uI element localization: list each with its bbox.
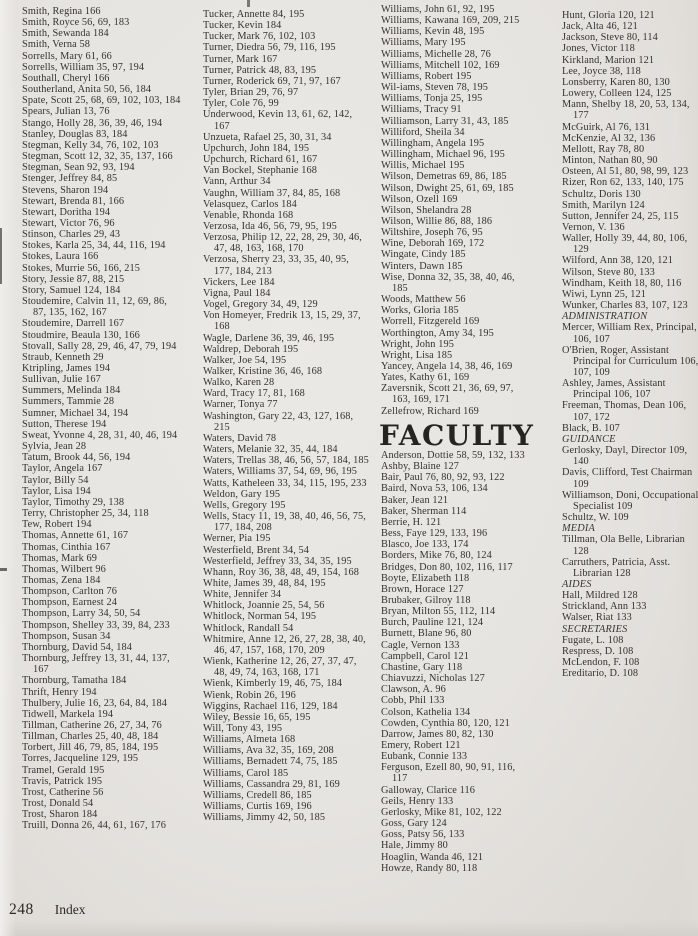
index-entry: McKenzie, Al 32, 136: [562, 132, 656, 144]
index-entry: Velasquez, Carlos 184: [203, 198, 297, 210]
index-entry: Ktripling, James 194: [22, 363, 111, 374]
index-entry: Mann, Shelby 18, 20, 53, 134, 177: [562, 99, 690, 122]
index-entry: Carruthers, Patricia, Asst. Librarian 128: [562, 556, 671, 579]
index-entry: McGuirk, Al 76, 131: [562, 121, 650, 133]
index-entry: Wiley, Bessie 16, 65, 195: [203, 711, 311, 723]
index-entry: White, Jennifer 34: [203, 589, 282, 601]
index-entry: Upchurch, Richard 61, 167: [203, 154, 318, 166]
category-subheading: SECRETARIES: [562, 623, 628, 635]
index-entry: Thomas, Zena 184: [22, 574, 101, 586]
index-entry: Windham, Keith 18, 80, 116: [562, 277, 682, 289]
index-entry: Burch, Pauline 121, 124: [381, 617, 484, 629]
index-entry: Smith, Verna 58: [22, 39, 90, 51]
index-entry: Wilson, Dwight 25, 61, 69, 185: [381, 182, 514, 194]
index-entry: Baker, Sherman 114: [381, 505, 467, 517]
index-entry: Wells, Gregory 195: [203, 499, 286, 511]
index-entry: Campbell, Carol 121: [381, 650, 469, 662]
index-entry: Bridges, Don 80, 102, 116, 117: [381, 561, 513, 573]
index-entry: Vogel, Gregory 34, 49, 129: [203, 299, 318, 311]
index-entry: Tucker, Mark 76, 102, 103: [203, 31, 316, 43]
index-entry: Cowden, Cynthia 80, 120, 121: [381, 717, 510, 729]
index-entry: Williams, Carol 185: [203, 767, 289, 779]
index-entry: Gerlosky, Mike 81, 102, 122: [381, 806, 502, 818]
index-entry: Smith, Sewanda 184: [22, 28, 109, 40]
index-entry: Venable, Rhonda 168: [203, 209, 294, 221]
index-entry: Thulbery, Julie 16, 23, 64, 84, 184: [22, 697, 167, 709]
index-entry: Cobb, Phil 133: [381, 695, 445, 707]
index-entry: Mercer, William Rex, Principal, 106, 107: [562, 322, 697, 345]
index-entry: Worthington, Amy 34, 195: [381, 327, 494, 339]
index-entry: Unzueta, Rafael 25, 30, 31, 34: [203, 131, 332, 143]
index-entry: Wiltshire, Joseph 76, 95: [381, 227, 483, 239]
index-entry: Torbert, Jill 46, 79, 85, 184, 195: [22, 742, 159, 754]
index-entry: Trost, Catherine 56: [22, 786, 104, 798]
index-entry: Williams, Jimmy 42, 50, 185: [203, 812, 326, 824]
index-entry: Summers, Melinda 184: [22, 385, 121, 397]
index-entry: Washington, Gary 22, 43, 127, 168, 215: [203, 410, 354, 433]
index-entry: Wine, Deborah 169, 172: [381, 238, 485, 250]
index-entry: Wienk, Kimberly 19, 46, 75, 184: [203, 678, 343, 690]
index-column-3: [381, 4, 533, 874]
index-entry: Williams, Credell 86, 185: [203, 789, 312, 801]
index-entry: Worrell, Fitzgereld 169: [381, 316, 480, 328]
index-entry: Williams, Robert 195: [381, 70, 472, 82]
index-entry: Clawson, A. 96: [381, 684, 446, 696]
index-entry: Lowery, Colleen 124, 125: [562, 88, 672, 100]
index-entry: Williams, Mary 195: [381, 37, 466, 49]
index-entry: Williams, Tonja 25, 195: [381, 93, 483, 105]
index-entry: Wright, Lisa 185: [381, 349, 453, 361]
index-entry: Wilson, Steve 80, 133: [562, 266, 655, 278]
index-entry: Chiavuzzi, Nicholas 127: [381, 673, 485, 685]
index-entry: Sorrells, William 35, 97, 194: [22, 61, 145, 73]
index-entry: Whitlock, Randall 54: [203, 622, 294, 634]
index-entry: Wells, Stacy 11, 19, 38, 40, 46, 56, 75, 177, 184, 208: [203, 511, 366, 534]
index-entry: Thrift, Henry 194: [22, 686, 97, 698]
index-entry: Sutton, Jennifer 24, 25, 115: [562, 210, 679, 222]
index-entry: Minton, Nathan 80, 90: [562, 155, 658, 167]
index-entry: Fugate, L. 108: [562, 634, 624, 646]
index-entry: Williams, Kawana 169, 209, 215: [381, 15, 520, 27]
index-entry: Ferguson, Ezell 80, 90, 91, 116, 117: [381, 762, 516, 785]
scan-artifact-dash: [0, 568, 7, 571]
index-entry: Geils, Henry 133: [381, 795, 454, 807]
index-entry: Thompson, Susan 34: [22, 630, 111, 642]
index-entry: O'Brien, Roger, Assistant Principal for Curriculum 106, 107, 109: [562, 344, 698, 378]
index-column-1: [22, 6, 182, 832]
index-entry: Torres, Jacqueline 129, 195: [22, 753, 139, 765]
index-entry: Williams, Curtis 169, 196: [203, 801, 312, 813]
index-entry: Hunt, Gloria 120, 121: [562, 10, 655, 21]
index-entry: Waldrep, Deborah 195: [203, 343, 299, 355]
index-entry: McLendon, F. 108: [562, 657, 640, 669]
index-entry: Wilson, Demetras 69, 86, 185: [381, 171, 507, 183]
footer-label: Index: [54, 902, 86, 917]
index-entry: Zellefrow, Richard 169: [381, 405, 479, 417]
index-entry: Gerlosky, Dayl, Director 109, 140: [562, 445, 688, 468]
index-entry: Will, Tony 43, 195: [203, 723, 283, 734]
index-entry: Eubank, Connie 133: [381, 751, 468, 763]
index-entry: Trost, Donald 54: [22, 798, 94, 810]
index-entry: Stovall, Sally 28, 29, 46, 47, 79, 194: [22, 340, 177, 352]
index-entry: Sutton, Therese 194: [22, 418, 107, 430]
index-entry: Weldon, Gary 195: [203, 488, 281, 500]
index-entry: Smith, Regina 166: [22, 6, 101, 17]
index-entry: Tillman, Ola Belle, Librarian 128: [562, 534, 685, 557]
index-entry: Wilford, Ann 38, 120, 121: [562, 255, 674, 267]
index-entry: Thomas, Wilbert 96: [22, 563, 106, 575]
index-entry: Hall, Mildred 128: [562, 590, 638, 602]
index-entry: Brubaker, Gilroy 118: [381, 594, 471, 606]
index-entry: Williams, Mitchell 102, 169: [381, 59, 500, 71]
index-entry: Yancey, Angela 14, 38, 46, 169: [381, 361, 513, 372]
index-entry: Thompson, Shelley 33, 39, 84, 233: [22, 619, 170, 631]
index-entry: Waters, David 78: [203, 432, 277, 444]
index-entry: Straub, Kenneth 29: [22, 351, 104, 363]
index-entry: Williams, Almeta 168: [203, 734, 296, 746]
index-entry: Southall, Cheryl 166: [22, 72, 110, 84]
index-entry: Hale, Jimmy 80: [381, 840, 448, 852]
index-entry: Sorrells, Mary 61, 66: [22, 50, 112, 62]
index-entry: Stoudemire, Calvin 11, 12, 69, 86, 87, 135, 162, 167: [22, 296, 167, 319]
index-entry: Vigna, Paul 184: [203, 287, 271, 299]
index-entry: Thomas, Mark 69: [22, 552, 97, 564]
index-entry: Waters, Melanie 32, 35, 44, 184: [203, 444, 338, 456]
index-entry: Spate, Scott 25, 68, 69, 102, 103, 184: [22, 95, 181, 107]
index-entry: Galloway, Clarice 116: [381, 784, 475, 796]
index-entry: Brown, Horace 127: [381, 583, 464, 595]
category-subheading: ADMINISTRATION: [562, 311, 648, 323]
index-entry: Verzosa, Philip 12, 22, 28, 29, 30, 46, 47, 48, 163, 168, 170: [203, 232, 362, 255]
index-entry: Williams, Michelle 28, 76: [381, 48, 491, 60]
index-entry: Westerfield, Brent 34, 54: [203, 544, 310, 556]
index-entry: Winters, Dawn 185: [381, 260, 463, 272]
index-entry: Westerfield, Jeffrey 33, 34, 35, 195: [203, 555, 352, 567]
index-entry: Turner, Mark 167: [203, 53, 278, 65]
index-entry: Stewart, Victor 76, 96: [22, 217, 115, 229]
index-entry: Vaughn, William 37, 84, 85, 168: [203, 187, 341, 199]
index-entry: Stinson, Charles 29, 43: [22, 229, 121, 241]
index-entry: Bair, Paul 76, 80, 92, 93, 122: [381, 472, 505, 484]
index-entry: Works, Gloria 185: [381, 305, 459, 317]
index-entry: Stoudemire, Darrell 167: [22, 318, 125, 330]
index-entry: Stoudmire, Beaula 130, 166: [22, 329, 140, 341]
index-entry: Davis, Clifford, Test Chairman 109: [562, 467, 693, 490]
index-entry: Goss, Gary 124: [381, 818, 447, 830]
index-entry: Underwood, Kevin 13, 61, 62, 142, 167: [203, 109, 353, 132]
index-entry: Chastine, Gary 118: [381, 661, 463, 673]
index-entry: Travis, Patrick 195: [22, 775, 103, 787]
index-entry: Stegman, Kelly 34, 76, 102, 103: [22, 139, 159, 151]
index-entry: Thornburg, Tamatha 184: [22, 675, 127, 687]
index-entry: Williamson, Larry 31, 43, 185: [381, 115, 509, 127]
index-entry: Spears, Julian 13, 76: [22, 106, 110, 118]
category-subheading: GUIDANCE: [562, 433, 616, 445]
index-entry: Jack, Alta 46, 121: [562, 21, 638, 33]
index-entry: Sullivan, Julie 167: [22, 374, 101, 386]
index-entry: Rizer, Ron 62, 133, 140, 175: [562, 177, 684, 189]
index-entry: Baird, Nova 53, 106, 134: [381, 483, 488, 495]
index-entry: Werner, Pia 195: [203, 533, 271, 545]
index-entry: Stevens, Sharon 194: [22, 184, 109, 196]
index-entry: Wunker, Charles 83, 107, 123: [562, 300, 688, 312]
index-entry: Lonsberry, Karen 80, 130: [562, 76, 670, 88]
category-subheading: MEDIA: [562, 523, 596, 535]
index-entry: Terry, Christopher 25, 34, 118: [22, 508, 149, 520]
index-entry: Vernon, V. 136: [562, 221, 625, 233]
index-entry: Thompson, Carlton 76: [22, 586, 117, 598]
index-entry: Wright, John 195: [381, 338, 454, 350]
index-entry: Truill, Donna 26, 44, 61, 167, 176: [22, 820, 167, 832]
index-entry: Hoaglin, Wanda 46, 121: [381, 851, 484, 863]
index-entry: Whitlock, Joannie 25, 54, 56: [203, 600, 325, 612]
index-entry: Thompson, Larry 34, 50, 54: [22, 608, 141, 620]
index-entry: Respress, D. 108: [562, 645, 634, 657]
index-entry: Howze, Randy 80, 118: [381, 862, 478, 874]
index-entry: Tillman, Catherine 26, 27, 34, 76: [22, 720, 162, 731]
index-entry: Stegman, Scott 12, 32, 35, 137, 166: [22, 151, 173, 163]
index-entry: Smith, Royce 56, 69, 183: [22, 17, 130, 29]
index-entry: Tatum, Brook 44, 56, 194: [22, 452, 131, 464]
index-entry: Williams, Cassandra 29, 81, 169: [203, 778, 340, 790]
index-entry: Lee, Joyce 38, 118: [562, 65, 641, 77]
index-entry: Wiwi, Lynn 25, 121: [562, 288, 647, 300]
index-entry: Stango, Holly 28, 36, 39, 46, 194: [22, 117, 163, 129]
index-entry: Wienk, Katherine 12, 26, 27, 37, 47, 48, 49, 74, 163, 168, 171: [203, 656, 357, 679]
index-entry: Ashley, James, Assistant Principal 106, 107: [562, 378, 666, 401]
index-entry: Stewart, Doritha 194: [22, 206, 111, 218]
index-entry: Waters, Williams 37, 54, 69, 96, 195: [203, 466, 358, 478]
index-entry: Thornburg, Jeffrey 13, 31, 44, 137, 167: [22, 653, 170, 676]
index-entry: Wingate, Cindy 185: [381, 249, 466, 261]
index-column-2: [203, 9, 369, 823]
index-entry: Osteen, Al 51, 80, 98, 99, 123: [562, 166, 689, 178]
index-entry: Story, Jessie 87, 88, 215: [22, 273, 125, 285]
index-entry: Taylor, Timothy 29, 138: [22, 496, 125, 508]
index-entry: Wienk, Robin 26, 196: [203, 689, 296, 701]
index-entry: Bess, Faye 129, 133, 196: [381, 528, 488, 540]
index-entry: Kirkland, Marion 121: [562, 54, 655, 66]
index-entry: Walker, Kristine 36, 46, 168: [203, 366, 323, 377]
index-entry: Vickers, Lee 184: [203, 276, 275, 288]
index-entry: Mellott, Ray 78, 80: [562, 143, 645, 155]
index-entry: Jackson, Steve 80, 114: [562, 32, 658, 44]
index-entry: Goss, Patsy 56, 133: [381, 829, 465, 841]
index-entry: Freeman, Thomas, Dean 106, 107, 172: [562, 400, 687, 423]
index-entry: Whitmire, Anne 12, 26, 27, 28, 38, 40, 46, 47, 157, 168, 170, 209: [203, 633, 366, 656]
index-entry: Taylor, Angela 167: [22, 463, 103, 475]
index-entry: Whann, Roy 36, 38, 48, 49, 154, 168: [203, 566, 359, 578]
index-entry: Yates, Kathy 61, 169: [381, 372, 470, 384]
index-entry: Wil-iams, Steven 78, 195: [381, 82, 488, 94]
index-entry: Sweat, Yvonne 4, 28, 31, 40, 46, 194: [22, 429, 178, 441]
index-entry: Turner, Roderick 69, 71, 97, 167: [203, 75, 341, 87]
index-entry: Ashby, Blaine 127: [381, 461, 459, 473]
index-column-4: [562, 10, 698, 679]
index-entry: Watts, Katheleen 33, 34, 115, 195, 233: [203, 477, 367, 489]
index-entry: Baker, Jean 121: [381, 494, 449, 506]
index-entry: Smith, Marilyn 124: [562, 199, 645, 211]
index-entry: Turner, Patrick 48, 83, 195: [203, 64, 317, 76]
index-entry: Willis, Michael 195: [381, 160, 465, 172]
index-entry: Wilson, Shelandra 28: [381, 204, 472, 216]
index-entry: Turner, Diedra 56, 79, 116, 195: [203, 42, 336, 54]
index-entry: Stanley, Douglas 83, 184: [22, 128, 128, 140]
index-entry: Tramel, Gerald 195: [22, 764, 105, 776]
index-entry: Berrie, H. 121: [381, 516, 442, 528]
index-entry: Williams, Tracy 91: [381, 104, 462, 116]
index-entry: Thomas, Cinthia 167: [22, 541, 111, 553]
index-entry: Tillman, Charles 25, 40, 48, 184: [22, 731, 159, 743]
index-entry: Borders, Mike 76, 80, 124: [381, 550, 492, 562]
scan-artifact-top: [247, 0, 250, 7]
index-entry: Whitlock, Norman 54, 195: [203, 611, 317, 623]
index-entry: Vann, Arthur 34: [203, 176, 271, 188]
index-entry: Stokes, Laura 166: [22, 251, 99, 263]
index-entry: Van Bockel, Stephanie 168: [203, 165, 318, 177]
index-entry: Williford, Sheila 34: [381, 126, 465, 138]
index-entry: White, James 39, 48, 84, 195: [203, 577, 326, 589]
index-entry: Wise, Donna 32, 35, 38, 40, 46, 185: [381, 271, 515, 294]
index-entry: Colson, Kathelia 134: [381, 706, 471, 718]
index-entry: Waller, Holly 39, 44, 80, 106, 129: [562, 233, 688, 256]
index-entry: Wilson, Ozell 169: [381, 193, 458, 205]
index-entry: Stewart, Brenda 81, 166: [22, 195, 125, 207]
index-entry: Walser, Riat 133: [562, 612, 632, 624]
index-entry: Jones, Victor 118: [562, 43, 635, 55]
index-entry: Waters, Trellas 38, 46, 56, 57, 184, 185: [203, 455, 369, 467]
index-entry: Trost, Sharon 184: [22, 809, 98, 821]
index-entry: Cagle, Vernon 133: [381, 639, 460, 651]
index-entry: Tucker, Kevin 184: [203, 20, 282, 32]
index-entry: Tyler, Cole 76, 99: [203, 98, 279, 110]
index-entry: Ereditario, D. 108: [562, 668, 639, 680]
index-entry: Wiggins, Rachael 116, 129, 184: [203, 700, 338, 712]
index-entry: Williams, Ava 32, 35, 169, 208: [203, 745, 334, 757]
index-entry: Thompson, Earnest 24: [22, 597, 117, 609]
index-entry: Darrow, James 80, 82, 130: [381, 728, 494, 740]
index-entry: Woods, Matthew 56: [381, 294, 466, 306]
index-entry: Taylor, Lisa 194: [22, 485, 91, 497]
index-entry: Taylor, Billy 54: [22, 474, 89, 486]
index-entry: Von Homeyer, Fredrik 13, 15, 29, 37, 168: [203, 310, 361, 333]
index-entry: Tucker, Annette 84, 195: [203, 9, 305, 20]
index-entry: Thomas, Annette 61, 167: [22, 530, 129, 542]
scan-artifact-line: [0, 228, 2, 284]
index-entry: Schultz, W. 109: [562, 512, 629, 524]
index-entry: Walko, Karen 28: [203, 377, 275, 389]
index-entry: Sumner, Michael 34, 194: [22, 407, 129, 419]
index-entry: Verzosa, Ida 46, 56, 79, 95, 195: [203, 220, 337, 232]
index-entry: Tidwell, Markela 194: [22, 708, 114, 720]
index-entry: Tew, Robert 194: [22, 519, 92, 531]
index-entry: Williams, Bernadett 74, 75, 185: [203, 756, 338, 768]
index-entry: Zaversnik, Scott 21, 36, 69, 97, 163, 169, 171: [381, 383, 514, 406]
index-entry: Warner, Tonya 77: [203, 399, 278, 411]
index-entry: Tyler, Brian 29, 76, 97: [203, 87, 299, 99]
index-entry: Upchurch, John 184, 195: [203, 142, 310, 154]
index-entry: Blasco, Joe 133, 174: [381, 539, 469, 551]
page-number: 248: [9, 901, 34, 918]
index-entry: Thornburg, David 54, 184: [22, 641, 133, 653]
index-entry: Verzosa, Sherry 23, 33, 35, 40, 95, 177, 184, 213: [203, 254, 349, 277]
index-entry: Sylvia, Jean 28: [22, 441, 87, 453]
index-entry: Story, Samuel 124, 184: [22, 284, 121, 296]
index-entry: Williams, Kevin 48, 195: [381, 26, 485, 38]
index-entry: Black, B. 107: [562, 422, 620, 434]
faculty-section-heading: FACULTY: [379, 418, 535, 452]
index-entry: Ward, Tracy 17, 81, 168: [203, 388, 305, 400]
index-entry: Burnett, Blane 96, 80: [381, 628, 472, 640]
index-entry: Emery, Robert 121: [381, 740, 461, 751]
index-entry: Bryan, Milton 55, 112, 114: [381, 606, 496, 618]
index-entry: Stokes, Murrie 56, 166, 215: [22, 262, 140, 274]
category-subheading: AIDES: [562, 578, 592, 590]
index-entry: Williamson, Doni, Occupational Specialist 109: [562, 489, 698, 512]
index-entry: Strickland, Ann 133: [562, 601, 647, 613]
index-entry: Boyte, Elizabeth 118: [381, 572, 470, 584]
index-entry: Summers, Tammie 28: [22, 396, 115, 408]
index-entry: Willingham, Michael 96, 195: [381, 149, 505, 161]
index-entry: Anderson, Dottie 58, 59, 132, 133: [381, 449, 525, 461]
index-entry: Schultz, Doris 130: [562, 188, 641, 200]
index-entry: Stenger, Jeffrey 84, 85: [22, 173, 118, 185]
index-entry: Wagle, Darlene 36, 39, 46, 195: [203, 332, 335, 344]
index-entry: Stokes, Karla 25, 34, 44, 116, 194: [22, 240, 166, 252]
index-entry: Stegman, Sean 92, 93, 194: [22, 162, 135, 174]
index-entry: Williams, John 61, 92, 195: [381, 4, 495, 15]
index-entry: Southerland, Anita 50, 56, 184: [22, 84, 152, 96]
index-entry: Wilson, Willie 86, 88, 186: [381, 215, 493, 227]
page-footer: [9, 901, 86, 919]
index-entry: Walker, Joe 54, 195: [203, 354, 287, 366]
index-entry: Willingham, Angela 195: [381, 137, 485, 149]
